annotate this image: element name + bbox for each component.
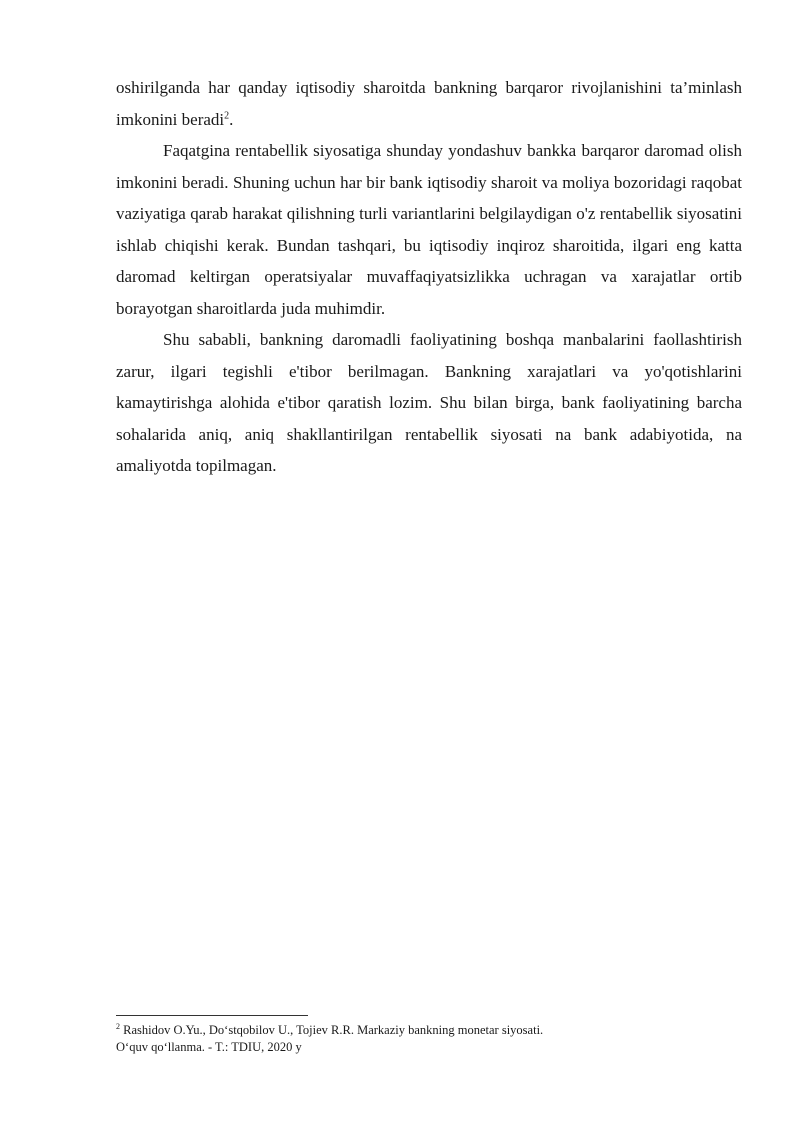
footnote-reference[interactable]: 2: [224, 109, 230, 121]
paragraph-1-end: .: [229, 109, 234, 129]
footnote-text: Rashidov O.Yu., Do‘stqobilov U., Tojiev R.R. Markaziy bankning monetar siyosati. O‘quv qo‘llanma. - T.: TDIU, 2020 y: [116, 1023, 544, 1054]
body-text: [116, 72, 742, 482]
footnote-separator: [116, 1015, 308, 1016]
paragraph-3: Shu sababli, bankning daromadli faoliyatining boshqa manbalarini faollashtirish zarur, ilgari tegishli e'tibor berilmagan. Bankning xarajatlari va yo'qotishlarini kamaytirishga alohida e'tibor qaratish lozim. Shu bilan birga, bank faoliyatining barcha sohalarida aniq, aniq shakllantirilgan rentabellik siyosati na bank adabiyotida, na amaliyotda topilmagan.: [116, 330, 742, 475]
footnote: [116, 1022, 556, 1056]
footnote-number: 2: [116, 1021, 120, 1031]
paragraph-1-text: oshirilganda har qanday iqtisodiy sharoitda bankning barqaror rivojlanishini ta’minlash imkonini beradi: [116, 78, 742, 129]
paragraph-2: Faqatgina rentabellik siyosatiga shunday yondashuv bankka barqaror daromad olish imkonini beradi. Shuning uchun har bir bank iqtisodiy sharoit va moliya bozoridagi raqobat vaziyatiga qarab harakat qilishning turli variantlarini belgilaydigan o'z rentabellik siyosatini ishlab chiqishi kerak. Bundan tashqari, bu iqtisodiy inqiroz sharoitida, ilgari eng katta daromad keltirgan operatsiyalar muvaffaqiyatsizlikka uchragan va xarajatlar ortib borayotgan sharoitlarda juda muhimdir.: [116, 141, 742, 318]
paragraph-1: [116, 72, 742, 135]
